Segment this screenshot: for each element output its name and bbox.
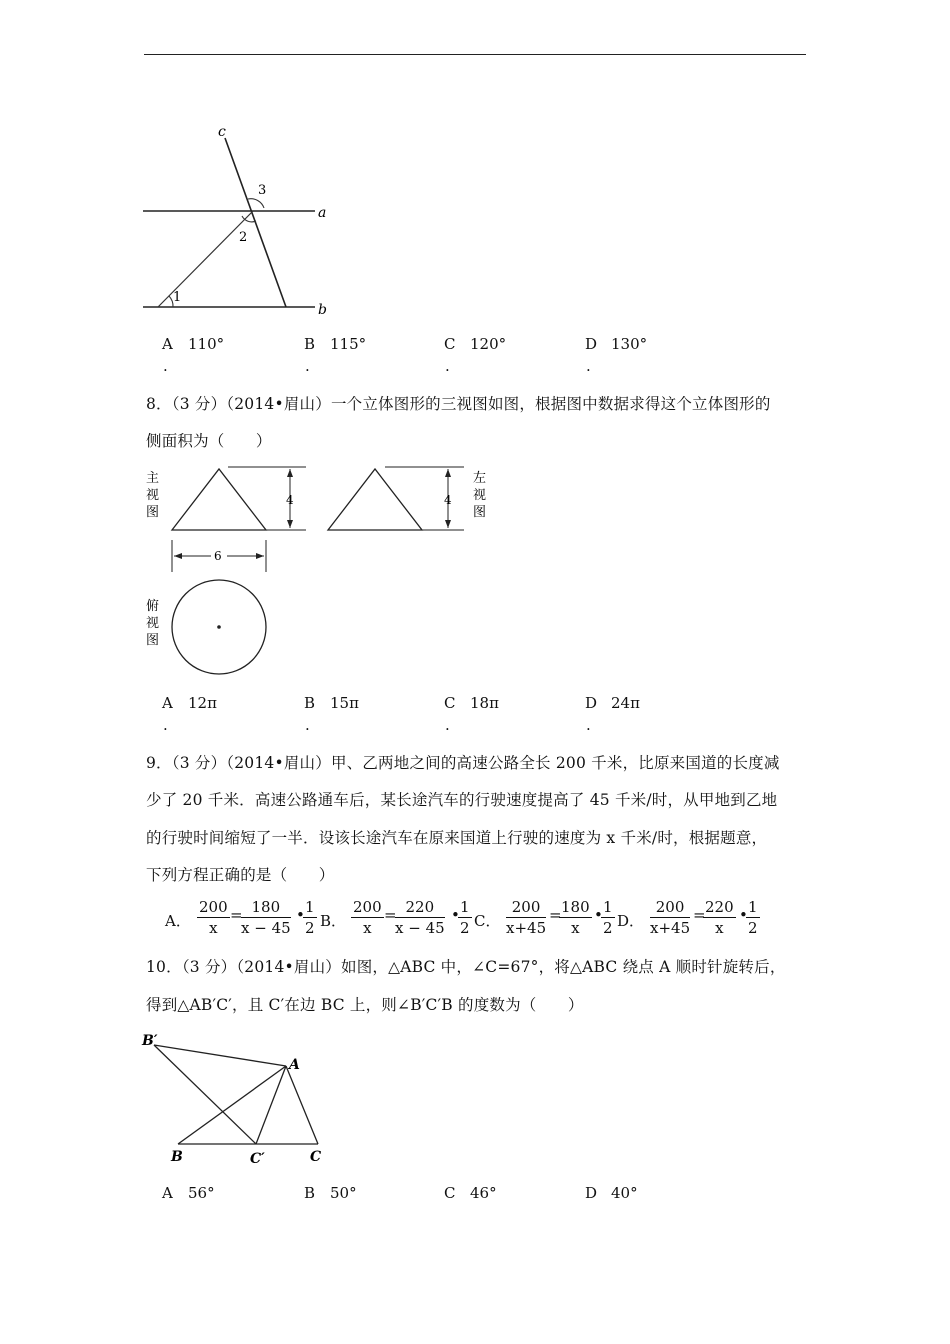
option-dot: . xyxy=(163,357,168,375)
equals-sign: = xyxy=(693,906,706,924)
option-letter: D xyxy=(585,335,598,353)
q9-option-a[interactable]: A． xyxy=(165,912,191,930)
q10-stem-line1: 10．（3 分）（2014•眉山）如图，△ABC 中，∠C=67°，将△ABC 绕点 A 顺时针旋转后， xyxy=(146,958,786,976)
option-text: 130° xyxy=(611,335,648,353)
fraction-denominator: 2 xyxy=(305,919,315,937)
side-view-label-2: 视 xyxy=(473,488,487,503)
q10-option-a[interactable] xyxy=(162,1184,215,1202)
q9-stem-line3: 的行驶时间缩短了一半．设该长途汽车在原来国道上行驶的速度为 x 千米/时，根据题意， xyxy=(146,829,768,847)
fraction-numerator: 200 xyxy=(199,898,228,916)
equals-sign: = xyxy=(384,906,397,924)
side-view-label-3: 图 xyxy=(473,505,487,520)
option-dot: . xyxy=(163,716,168,734)
side-view-label-1: 左 xyxy=(473,471,487,486)
q7-figure xyxy=(140,120,340,325)
option-letter: C xyxy=(444,335,456,353)
fraction-denominator: x xyxy=(209,919,218,937)
q10-label-c: C xyxy=(310,1149,322,1165)
fraction-denominator: 2 xyxy=(603,919,613,937)
fraction-numerator: 1 xyxy=(748,898,758,916)
option-dot: . xyxy=(445,357,450,375)
q10-label-a: A xyxy=(289,1057,300,1073)
equals-sign: = xyxy=(549,906,562,924)
fraction-numerator: 1 xyxy=(603,898,613,916)
fraction xyxy=(703,897,736,938)
option-dot: . xyxy=(586,357,591,375)
q9-option-b[interactable]: B． xyxy=(320,912,347,930)
q7-angle-3: 3 xyxy=(258,183,267,198)
q7-label-a: a xyxy=(318,205,327,221)
fraction-numerator: 200 xyxy=(650,897,690,918)
q10-option-c[interactable] xyxy=(444,1184,497,1202)
option-letter: B xyxy=(304,335,316,353)
dot-sign: • xyxy=(451,906,460,924)
equals-sign: = xyxy=(230,906,243,924)
option-letter: D xyxy=(585,694,598,712)
q9-stem-line1: 9．（3 分）（2014•眉山）甲、乙两地之间的高速公路全长 200 千米，比原来国道的长度减 xyxy=(146,754,780,772)
q7-option-a[interactable] xyxy=(162,335,224,353)
option-letter: A xyxy=(162,1184,173,1202)
q8-option-b[interactable] xyxy=(304,694,359,712)
option-text: 120° xyxy=(470,335,507,353)
fraction-denominator: 2 xyxy=(460,919,470,937)
top-view-label-3: 图 xyxy=(146,633,160,648)
fraction-denominator: x − 45 xyxy=(395,919,445,937)
fraction xyxy=(241,897,291,938)
option-text: 12π xyxy=(188,694,217,712)
fraction-denominator: x+45 xyxy=(506,919,547,937)
fraction-denominator: x xyxy=(571,919,580,937)
q10-label-c-prime: C′ xyxy=(250,1151,265,1167)
option-text: 110° xyxy=(188,335,225,353)
fraction-denominator: x xyxy=(715,919,724,937)
q7-label-c: c xyxy=(218,124,226,140)
fraction-denominator: x+45 xyxy=(650,919,691,937)
q7-option-b[interactable] xyxy=(304,335,366,353)
q8-option-c[interactable] xyxy=(444,694,499,712)
q9-option-d[interactable]: D． xyxy=(617,912,645,930)
fraction-numerator: 180 xyxy=(561,898,590,916)
top-view-label-1: 俯 xyxy=(146,599,160,614)
option-letter: C xyxy=(444,1184,456,1202)
option-letter: C xyxy=(444,694,456,712)
fraction-denominator: 2 xyxy=(748,919,758,937)
option-letter: B xyxy=(304,1184,316,1202)
fraction-numerator: 1 xyxy=(460,898,470,916)
fraction xyxy=(197,897,230,938)
top-view-label-2: 视 xyxy=(146,616,160,631)
option-text: 50° xyxy=(330,1184,357,1202)
q10-stem-line2: 得到△AB′C′，且 C′在边 BC 上，则∠B′C′B 的度数为（ ） xyxy=(146,996,584,1014)
fraction-numerator: 1 xyxy=(305,898,315,916)
fraction xyxy=(746,897,760,938)
fraction-denominator: x − 45 xyxy=(241,919,291,937)
fraction xyxy=(303,897,317,938)
option-text: 40° xyxy=(611,1184,638,1202)
option-text: 24π xyxy=(611,694,640,712)
fraction-numerator: 220 xyxy=(395,897,445,918)
q8-option-a[interactable] xyxy=(162,694,217,712)
q7-angle-1: 1 xyxy=(173,290,182,305)
q10-label-b-prime: B′ xyxy=(142,1033,158,1049)
option-dot: . xyxy=(445,716,450,734)
fraction xyxy=(351,897,384,938)
option-letter: A xyxy=(162,694,173,712)
q9-option-c[interactable]: C． xyxy=(474,912,501,930)
option-dot: . xyxy=(305,716,310,734)
q8-stem-line1: 8．（3 分）（2014•眉山）一个立体图形的三视图如图，根据图中数据求得这个立体图形的 xyxy=(146,395,771,413)
q7-option-d[interactable] xyxy=(585,335,647,353)
q10-label-b: B xyxy=(171,1149,183,1165)
option-text: 18π xyxy=(470,694,499,712)
q10-option-b[interactable] xyxy=(304,1184,357,1202)
option-text: 46° xyxy=(470,1184,497,1202)
q7-angle-2: 2 xyxy=(239,230,248,245)
q8-option-d[interactable] xyxy=(585,694,640,712)
q8-stem-line2: 侧面积为（ ） xyxy=(146,432,272,450)
q10-option-d[interactable] xyxy=(585,1184,638,1202)
front-view-label-3: 图 xyxy=(146,505,160,520)
option-dot: . xyxy=(305,357,310,375)
fraction-numerator: 200 xyxy=(506,897,546,918)
fraction xyxy=(559,897,592,938)
option-text: 115° xyxy=(330,335,367,353)
option-text: 15π xyxy=(330,694,359,712)
dot-sign: • xyxy=(594,906,603,924)
dot-sign: • xyxy=(296,906,305,924)
q10-rotation-figure xyxy=(140,1028,340,1168)
fraction xyxy=(458,897,472,938)
fraction xyxy=(601,897,615,938)
fraction-numerator: 220 xyxy=(705,898,734,916)
option-dot: . xyxy=(586,716,591,734)
fraction-numerator: 200 xyxy=(353,898,382,916)
fraction xyxy=(650,897,690,938)
q7-label-b: b xyxy=(318,302,327,318)
q7-option-c[interactable] xyxy=(444,335,506,353)
side-height-label: 4 xyxy=(444,493,452,507)
q8-three-views-figure xyxy=(140,460,500,680)
header-rule xyxy=(144,54,806,55)
front-view-label-1: 主 xyxy=(146,471,160,486)
fraction-numerator: 180 xyxy=(241,897,291,918)
option-letter: D xyxy=(585,1184,598,1202)
option-letter: B xyxy=(304,694,316,712)
front-height-label: 4 xyxy=(286,493,294,507)
q9-stem-line2: 少了 20 千米．高速公路通车后，某长途汽车的行驶速度提高了 45 千米/时，从甲地到乙地 xyxy=(146,791,778,809)
q9-stem-line4: 下列方程正确的是（ ） xyxy=(146,866,335,884)
option-text: 56° xyxy=(188,1184,215,1202)
option-letter: A xyxy=(162,335,173,353)
dot-sign: • xyxy=(739,906,748,924)
front-width-label: 6 xyxy=(214,549,222,563)
fraction-denominator: x xyxy=(363,919,372,937)
front-view-label-2: 视 xyxy=(146,488,160,503)
fraction xyxy=(506,897,546,938)
fraction xyxy=(395,897,445,938)
